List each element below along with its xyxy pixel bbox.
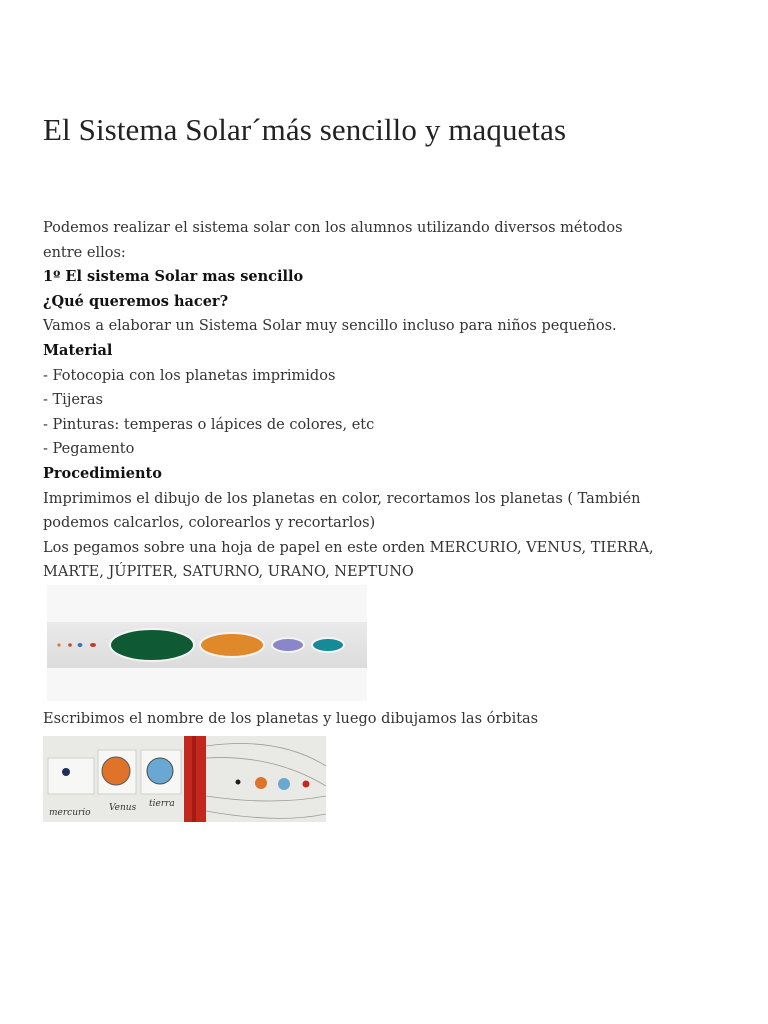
page-title: El Sistema Solar´más sencillo y maquetas <box>43 112 567 147</box>
orbit-planet-mercury <box>236 780 241 785</box>
planet-mercury <box>57 643 60 646</box>
material-item: - Fotocopia con los planetas imprimidos <box>43 367 336 384</box>
card-mercury <box>48 758 94 794</box>
image-caption: Escribimos el nombre de los planetas y luego dibujamos las órbitas <box>43 711 539 727</box>
material-item: - Tijeras <box>43 392 103 409</box>
goal-paragraph: Vamos a elaborar un Sistema Solar muy sencillo incluso para niños pequeños. <box>43 318 617 335</box>
planets-illustration <box>47 622 367 668</box>
orbit-planet-venus <box>255 777 267 789</box>
paper-strip <box>47 622 367 668</box>
label-tierra: tierra <box>149 799 175 809</box>
planet-uranus <box>272 638 304 652</box>
procedure-heading: Procedimiento <box>43 464 162 482</box>
planet-mars <box>90 643 96 647</box>
orbits-collage-photo <box>43 736 326 822</box>
planets-strip-photo <box>47 585 367 701</box>
planet-mercury <box>62 768 70 776</box>
planet-neptune <box>312 638 344 652</box>
material-item: - Pinturas: temperas o lápices de colores, etc <box>43 416 375 433</box>
section-heading: 1º El sistema Solar mas sencillo <box>43 268 304 286</box>
orbit-planet-earth <box>278 778 290 790</box>
procedure-paragraph: Imprimimos el dibujo de los planetas en color, recortamos los planetas ( También podemos calcarlos, colorearlos y recortarlos) <box>43 490 641 532</box>
planet-earth <box>78 643 83 647</box>
planet-saturn <box>200 633 264 657</box>
orbit-planet-mars <box>303 781 310 788</box>
planet-venus <box>102 757 130 785</box>
label-mercurio: mercurio <box>49 808 91 818</box>
label-venus: Venus <box>109 803 137 813</box>
intro-paragraph: Podemos realizar el sistema solar con los alumnos utilizando diversos métodos entre ellos: <box>43 220 623 261</box>
article-body <box>43 216 663 585</box>
planet-venus <box>68 643 72 647</box>
procedure-paragraph: Los pegamos sobre una hoja de papel en este orden MERCURIO, VENUS, TIERRA, MARTE, JÚPITER, SATURNO, URANO, NEPTUNO <box>43 539 654 581</box>
orbits-illustration <box>43 736 326 822</box>
planet-earth <box>147 758 173 784</box>
question-heading: ¿Qué queremos hacer? <box>43 292 229 310</box>
planet-jupiter <box>110 629 194 661</box>
material-item: - Pegamento <box>43 441 135 458</box>
material-heading: Material <box>43 341 113 359</box>
